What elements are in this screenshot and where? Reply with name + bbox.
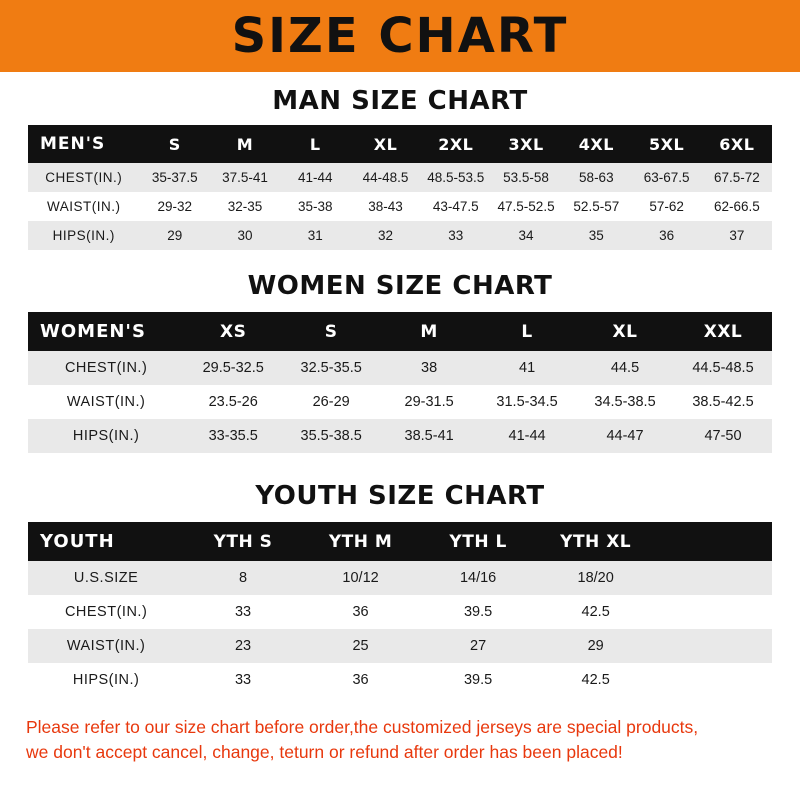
row-label: HIPS(IN.): [28, 419, 184, 453]
cell: [654, 629, 772, 663]
youth-table-wrap: [0, 522, 800, 697]
man-table-wrap: [0, 125, 800, 250]
man-size-table: [28, 125, 772, 250]
cell: 23: [184, 629, 302, 663]
cell: [654, 663, 772, 697]
cell: 34.5-38.5: [576, 385, 674, 419]
cell: 37: [702, 221, 772, 250]
table-row: [28, 221, 772, 250]
cell: 48.5-53.5: [421, 163, 491, 192]
table-row: [28, 385, 772, 419]
column-header: L: [478, 312, 576, 351]
cell: 23.5-26: [184, 385, 282, 419]
cell: 14/16: [419, 561, 537, 595]
column-header: 2XL: [421, 125, 491, 163]
column-header: MEN'S: [28, 125, 140, 163]
table-row: [28, 561, 772, 595]
man-section-title: MAN SIZE CHART: [272, 86, 528, 116]
cell: 33-35.5: [184, 419, 282, 453]
cell: 29.5-32.5: [184, 351, 282, 385]
cell: 33: [184, 595, 302, 629]
column-header: 4XL: [561, 125, 631, 163]
row-label: U.S.SIZE: [28, 561, 184, 595]
cell: 41-44: [280, 163, 350, 192]
cell: 42.5: [537, 663, 655, 697]
cell: 53.5-58: [491, 163, 561, 192]
header-band: [0, 0, 800, 72]
table-row: [28, 163, 772, 192]
cell: 30: [210, 221, 280, 250]
cell: 44.5: [576, 351, 674, 385]
row-label: CHEST(IN.): [28, 595, 184, 629]
table-row: [28, 192, 772, 221]
cell: 63-67.5: [631, 163, 701, 192]
row-label: HIPS(IN.): [28, 663, 184, 697]
column-header: YTH XL: [537, 522, 655, 561]
cell: 43-47.5: [421, 192, 491, 221]
cell: 57-62: [631, 192, 701, 221]
column-header: XL: [350, 125, 420, 163]
row-label: WAIST(IN.): [28, 192, 140, 221]
women-table-wrap: [0, 312, 800, 453]
table-row: [28, 595, 772, 629]
column-header: S: [140, 125, 210, 163]
youth-section-title: YOUTH SIZE CHART: [255, 481, 545, 511]
column-header: XL: [576, 312, 674, 351]
column-header: WOMEN'S: [28, 312, 184, 351]
cell: 31.5-34.5: [478, 385, 576, 419]
cell: 33: [184, 663, 302, 697]
cell: 34: [491, 221, 561, 250]
column-header: M: [210, 125, 280, 163]
cell: 39.5: [419, 595, 537, 629]
row-label: CHEST(IN.): [28, 351, 184, 385]
column-header: XS: [184, 312, 282, 351]
cell: 35: [561, 221, 631, 250]
cell: 38-43: [350, 192, 420, 221]
cell: 44-47: [576, 419, 674, 453]
cell: 29-32: [140, 192, 210, 221]
table-row: [28, 419, 772, 453]
women-section-title: WOMEN SIZE CHART: [247, 271, 553, 301]
column-header: L: [280, 125, 350, 163]
footer-note: [0, 715, 800, 766]
table-row: [28, 663, 772, 697]
column-header: XXL: [674, 312, 772, 351]
cell: 10/12: [302, 561, 420, 595]
table-header-row: [28, 312, 772, 351]
cell: 36: [631, 221, 701, 250]
cell: 52.5-57: [561, 192, 631, 221]
column-header: YOUTH: [28, 522, 184, 561]
cell: 25: [302, 629, 420, 663]
cell: 36: [302, 595, 420, 629]
cell: 32.5-35.5: [282, 351, 380, 385]
cell: 35-38: [280, 192, 350, 221]
cell: 33: [421, 221, 491, 250]
footer-note-line2: we don't accept cancel, change, teturn or refund after order has been placed!: [26, 742, 623, 763]
column-header: 5XL: [631, 125, 701, 163]
cell: 29-31.5: [380, 385, 478, 419]
cell: 38: [380, 351, 478, 385]
cell: 35.5-38.5: [282, 419, 380, 453]
cell: 67.5-72: [702, 163, 772, 192]
column-header: 3XL: [491, 125, 561, 163]
cell: 44.5-48.5: [674, 351, 772, 385]
cell: 42.5: [537, 595, 655, 629]
cell: 47.5-52.5: [491, 192, 561, 221]
column-header: M: [380, 312, 478, 351]
cell: 41: [478, 351, 576, 385]
cell: 41-44: [478, 419, 576, 453]
cell: 31: [280, 221, 350, 250]
cell: 29: [537, 629, 655, 663]
column-header: 6XL: [702, 125, 772, 163]
cell: 32: [350, 221, 420, 250]
cell: [654, 595, 772, 629]
row-label: WAIST(IN.): [28, 385, 184, 419]
cell: 36: [302, 663, 420, 697]
footer-note-line1: Please refer to our size chart before order,the customized jerseys are special products,: [26, 717, 699, 737]
women-size-table: [28, 312, 772, 453]
cell: 38.5-42.5: [674, 385, 772, 419]
cell: 37.5-41: [210, 163, 280, 192]
page-title: SIZE CHART: [231, 8, 569, 64]
cell: 35-37.5: [140, 163, 210, 192]
cell: 29: [140, 221, 210, 250]
cell: 26-29: [282, 385, 380, 419]
row-label: HIPS(IN.): [28, 221, 140, 250]
table-row: [28, 629, 772, 663]
table-row: [28, 351, 772, 385]
cell: 62-66.5: [702, 192, 772, 221]
cell: 47-50: [674, 419, 772, 453]
cell: 44-48.5: [350, 163, 420, 192]
cell: 39.5: [419, 663, 537, 697]
table-header-row: [28, 125, 772, 163]
cell: 27: [419, 629, 537, 663]
cell: 58-63: [561, 163, 631, 192]
column-header: [654, 522, 772, 561]
row-label: WAIST(IN.): [28, 629, 184, 663]
cell: 18/20: [537, 561, 655, 595]
cell: 38.5-41: [380, 419, 478, 453]
cell: 32-35: [210, 192, 280, 221]
column-header: YTH S: [184, 522, 302, 561]
row-label: CHEST(IN.): [28, 163, 140, 192]
column-header: S: [282, 312, 380, 351]
column-header: YTH L: [419, 522, 537, 561]
column-header: YTH M: [302, 522, 420, 561]
cell: [654, 561, 772, 595]
youth-size-table: [28, 522, 772, 697]
cell: 8: [184, 561, 302, 595]
table-header-row: [28, 522, 772, 561]
